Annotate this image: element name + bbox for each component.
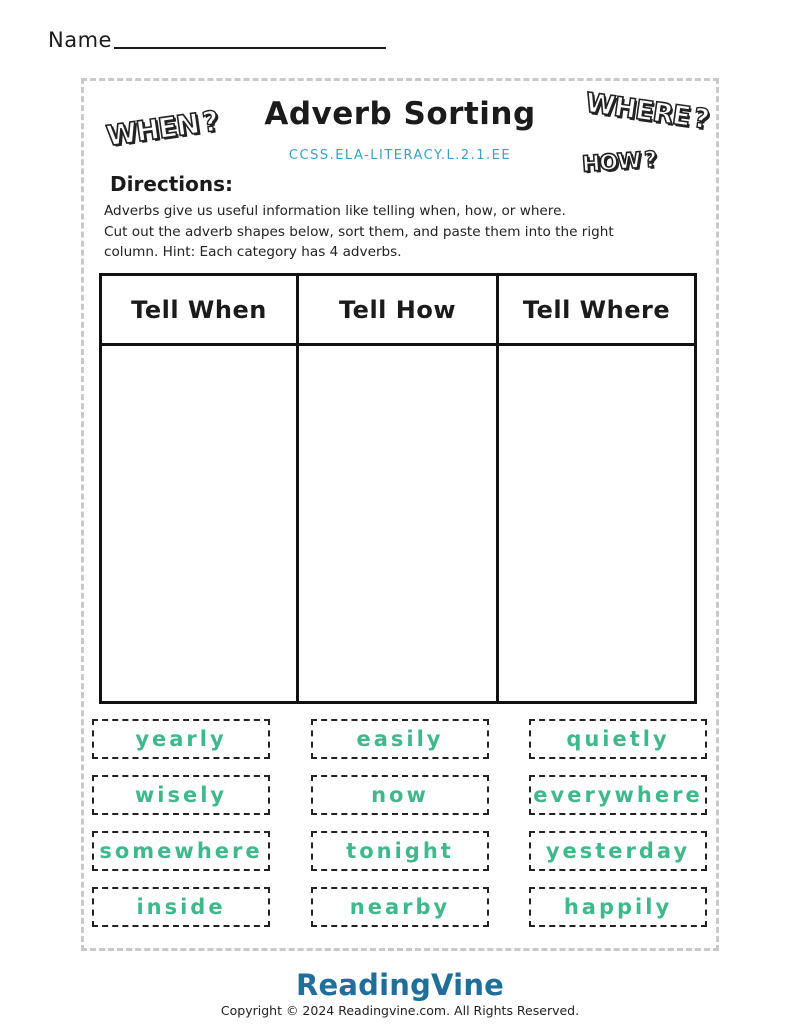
column-body-when (102, 346, 299, 701)
word-card[interactable]: nearby (311, 887, 489, 927)
directions-line: Cut out the adverb shapes below, sort them, and paste them into the right (104, 223, 614, 240)
name-blank-line (114, 47, 386, 49)
brand-logo: ReadingVine (295, 968, 505, 1002)
word-card[interactable]: yearly (92, 719, 270, 759)
when-sticker: WHEN? (104, 104, 220, 153)
column-header-how: Tell How (299, 276, 499, 346)
name-label: Name (48, 28, 112, 52)
word-card[interactable]: wisely (92, 775, 270, 815)
how-sticker: HOW ? (581, 147, 657, 178)
word-card[interactable]: happily (529, 887, 707, 927)
column-header-where: Tell Where (499, 276, 694, 346)
word-card[interactable]: somewhere (92, 831, 270, 871)
standard-code: CCSS.ELA-LITERACY.L.2.1.EE (288, 148, 512, 163)
word-card[interactable]: inside (92, 887, 270, 927)
where-sticker: WHERE? (583, 87, 711, 136)
name-field (48, 28, 386, 52)
copyright-text: Copyright © 2024 Readingvine.com. All Rights Reserved. (220, 1003, 580, 1018)
column-header-when: Tell When (102, 276, 299, 346)
word-card[interactable]: yesterday (529, 831, 707, 871)
column-body-how (299, 346, 499, 701)
directions-text (104, 201, 664, 263)
directions-line: column. Hint: Each category has 4 adverbs. (104, 244, 402, 260)
directions-heading: Directions: (110, 172, 234, 196)
directions-line: Adverbs give us useful information like telling when, how, or where. (104, 203, 566, 219)
worksheet-title: Adverb Sorting (264, 96, 536, 132)
word-card[interactable]: tonight (311, 831, 489, 871)
word-card[interactable]: quietly (529, 719, 707, 759)
column-body-where (499, 346, 694, 701)
sorting-table (99, 273, 697, 704)
word-card[interactable]: now (311, 775, 489, 815)
word-card[interactable]: easily (311, 719, 489, 759)
word-card[interactable]: everywhere (529, 775, 707, 815)
